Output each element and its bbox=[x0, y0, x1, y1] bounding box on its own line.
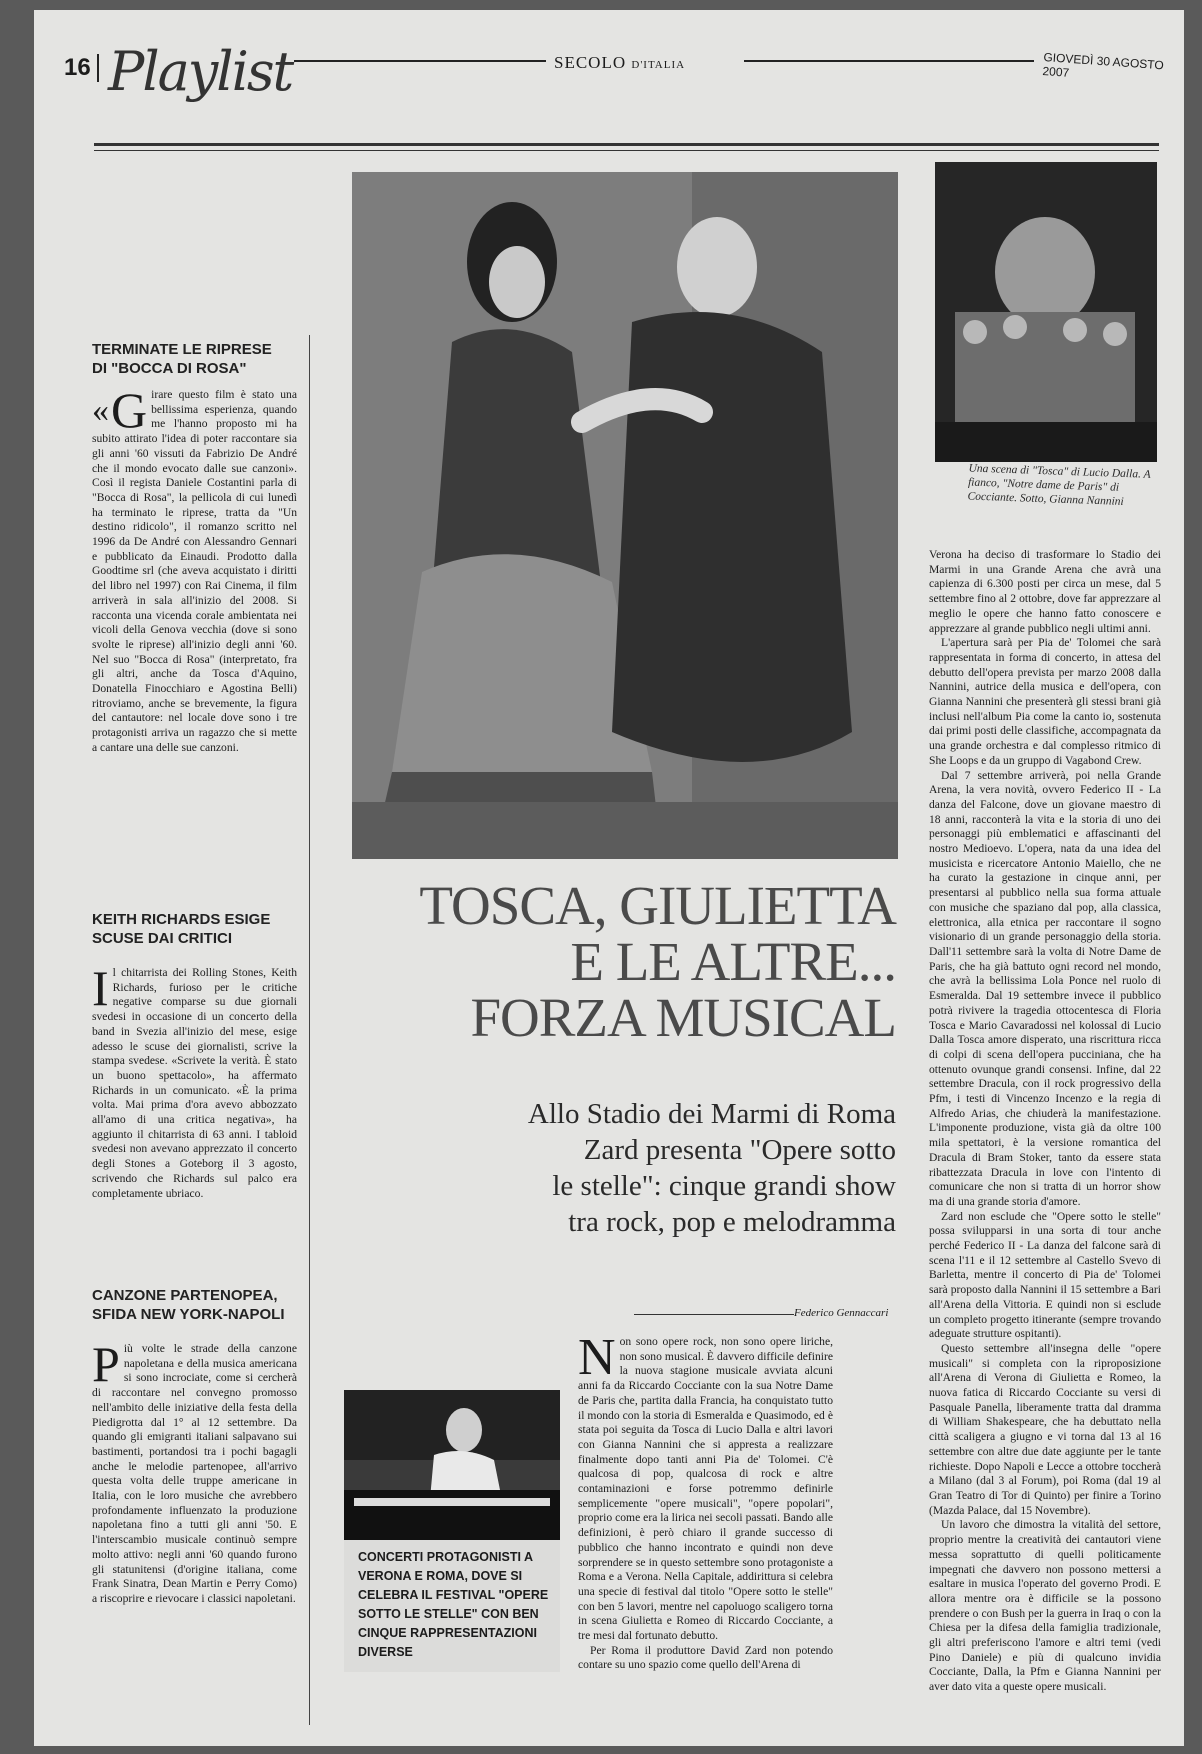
paper-name bbox=[554, 53, 685, 73]
photo-caption-top-right: Una scena di "Tosca" di Lucio Dalla. A fianco, "Notre dame de Paris" di Cocciante. Sotto, Gianna Nannini bbox=[967, 462, 1151, 508]
photo-caption-piano: CONCERTI PROTAGONISTI A VERONA E ROMA, DOVE SI CELEBRA IL FESTIVAL "OPERE SOTTO LE STELLE" CON BEN CINQUE RAPPRESENTAZIONI DIVERSE bbox=[344, 1540, 560, 1672]
headline-line-1: TOSCA, GIULIETTA bbox=[419, 875, 896, 936]
article-column-2: Verona ha deciso di trasformare lo Stadio dei Marmi in una Grande Arena che avrà una capienza di 6.300 posti per circa un mese, dal 5 settembre fino al 2 ottobre, dove far apprezzare al meglio le opere che hanno fatto conoscere e apprezzare al grande pubblico negli ultimi anni. L'apertura sarà per Pia de' Tolomei che sarà rappresentata in forma di concerto, in attesa del debutto dell'opera prevista per marzo 2008 dalla Nannini, autrice della musica e dell'opera, con Gianna Nannini che presenterà gli stessi brani già inclusi nell'album Pia come la canto io, sostenuta dai primi posti delle classifiche, accompagnata da una grande orchestra e dal complesso ritmico di She Loops e da un gruppo di Vagabond Crew. Dal 7 settembre arriverà, poi nella Grande Arena, la vera novità, ovvero Federico II - La danza del Falcone, dove un giovane maestro di 18 anni, racconterà la vita e la storia di uno dei personaggi più emblematici e affascinanti del nostro Medioevo. L'opera, nata da una idea del musicista e ricercatore Antonio Maiello, che ne ha curato la gestazione in cinque anni, per presentarsi al pubblico nella sua forma attuale con musiche che spaziano dal pop, alla classica, elettronica, alla etnica per raccontare il sogno visionario di un grande personaggio della storia. Dall'11 settembre sarà la volta di Notre Dame de Paris, che ha già battuto ogni record nel mondo, che avrà la bellissima Lola Ponce nel ruolo di Esmeralda. Dal 19 settembre invece il pubblico potrà rivivere la tragedia ottocentesca di Floria Tosca e Mario Cavaradossi nel kolossal di Lucio Dalla Tosca amore disperato, una riscrittura ricca di colpi di scena dell'opera pucciniana, che ha ottenuto ovunque grandi consensi. Infine, dal 22 settembre Dracula, con il rock progressivo della Pfm, i testi di Vincenzo Incenzo e la regia di Alfredo Arias, che chiuderà la manifestazione. L'imponente produzione, vista già da oltre 100 mila spettatori, è la versione romantica del Dracula di Bram Stoker, tanto da essere stata ribattezzata Dracula in love con l'intento di comunicare che non si tratta di un horror show ma di una grande storia d'amore. Zard non esclude che "Opere sotto le stelle" possa svilupparsi in una sorta di tour anche perché Federico II - La danza del falcone sarà di scena l'11 e il 12 settembre al Castello Svevo di Barletta, mentre il concerto di Pia de' Tolomei sarà proposto dalla Nannini il 15 settembre a Bari all'Arena della Vittoria. E quindi non si esclude un completo progetto itinerante (sempre trovando adeguate strutture ospitanti). Questo settembre all'insegna delle "opere musicali" si completa con la riproposizione all'Arena di Verona di Giulietta e Romeo, la nuova fatica di Riccardo Cocciante su versi di Pasquale Panella, liberamente tratta dal dramma di William Shakespeare, che ha debuttato nella città scaligera a giugno e vi torna dal 13 al 16 settembre con altre due date aggiunte per le tante richieste. Dopo Napoli e Lecce a ottobre toccherà a Milano (dal 3 al Forum), poi Roma (dal 19 al Gran Teatro di Tor di Quinto) per finire a Torino (Mazda Palace, dal 15 Novembre). Un lavoro che dimostra la vitalità del settore, proprio mentre la creatività dei cantautori viene messa soprattutto di quelli politicamente impegnati che davvero non possono mettersi a esaltare in musica l'operato del governo Prodi. E allora mentre ora è difficile se la possono prendere o con Bush per la guerra in Iraq o con la Chiesa per la difesa della famiglia tradizionale, gli altri preferiscono l'amore e altri temi (vedi Pino Daniele) e più di qualcuno invidia Cocciante, Dalla, la Pfm e Gianna Nannini per aver dato vita a queste opere musicali. bbox=[929, 548, 1161, 1694]
section-logo: Playlist bbox=[108, 40, 293, 103]
page-number: 16 bbox=[64, 54, 99, 82]
photo-gianna-nannini bbox=[344, 1390, 560, 1540]
dropcap: P bbox=[92, 1336, 120, 1392]
photo-illustration bbox=[935, 162, 1157, 462]
byline: Federico Gennaccari bbox=[794, 1307, 889, 1319]
sidebar-heading-bocca-di-rosa: TERMINATE LE RIPRESE DI "BOCCA DI ROSA" bbox=[92, 341, 272, 377]
sidebar-story-canzone-partenopea: P iù volte le strade della canzone napoletana e della musica americana si sono incrociate, come si cercherà di raccontare nel convegno promosso nell'ambito delle iniziative della festa della Piedigrotta dal 1° al 12 settembre. Da quando gli emigranti italiani salpavano sui bastimenti, portandosi tra i pochi bagagli anche le melodie partenopee, all'arrivo questa volta delle truppe americane in Italia, con le loro musiche che avrebbero profondamente influenzato la produzione napoletana fino a tutti gli anni '50. E l'interscambio musicale continuò sempre molto attivo: negli anni '60 quando furono gli statunitensi (d'origine italiana, come Frank Sinatra, Dean Martin e Perry Como) a riscoprire e rievocare i classici napoletani. bbox=[92, 1336, 297, 1605]
photo-notre-dame-de-paris bbox=[935, 162, 1157, 462]
photo-illustration bbox=[344, 1390, 560, 1540]
header-rule bbox=[94, 143, 1159, 146]
masthead-rule-left bbox=[294, 60, 546, 62]
sidebar-story-bocca-di-rosa: « G irare questo film è stato una bellissima esperienza, quando me l'hanno proposto mi ha subito attirato l'idea di poter raccontare sia gli anni '60 vissuti da Fabrizio De André che il mondo evocato dalle sue canzoni». Così il regista Daniele Costantini parla di "Bocca di Rosa", la pellicola di cui lunedì ha terminato le riprese, tratta da "Un destino ridicolo", il romanzo scritto nel 1996 da De André con Alessandro Gennari e pubblicato da Einaudi. Prodotto dalla Goodtime srl (che aveva acquistato i diritti del libro nel 1997) con Rai Cinema, il film arriverà in sala all'inizio del 2008. Si racconta una vicenda corale ambientata nei vicoli della Genova vecchia (dove si sono svolte le riprese) all'inizio degli anni '60. Nel suo "Bocca di Rosa" (interpretato, fra gli altri, anche da Tosca d'Aquino, Donatella Finocchiaro e Agostina Belli) ritroviamo, anche se brevemente, la figura del cantautore: nel locale dove sono i tre protagonisti arriva un ragazzo che si mette a cantare una delle sue canzoni. bbox=[92, 382, 297, 754]
dropcap: G bbox=[111, 382, 148, 438]
dropcap: I bbox=[92, 960, 109, 1016]
headline-line-2: E LE ALTRE... bbox=[570, 931, 896, 992]
article-column-1: N on sono opere rock, non sono opere liriche, non sono musical. È davvero difficile definire la nuova stagione musicale avviata alcuni anni fa da Riccardo Cocciante con la sua Notre Dame de Paris che, partita dalla Francia, ha conquistato tutto il mondo con la storia di Esmeralda e Quasimodo, ed è stata poi seguita da Tosca di Lucio Dalla e altri lavori con Gianna Nannini che si appresta a realizzare finalmente dopo tanti anni Pia de' Tolomei. C'è qualcosa di pop, qualcosa di rock e altre contaminazioni e forse potremmo definirle semplicemente "opere musicali", "opere popolari", proprio come era la lirica nei secoli passati. Bando alle definizioni, è però chiaro il grande successo di pubblico che hanno incontrato e quindi non deve sorprendere se in questo settembre sono protagoniste a Roma e a Verona. Nella Capitale, addirittura si celebra una specie di festival dal titolo "Opere sotto le stelle" con ben 5 lavori, mentre nel capoluogo scaligero torna in scena Giulietta e Romeo di Riccardo Cocciante, a tre mesi dal fortunato debutto. Per Roma il produttore David Zard non potendo contare su uno spazio come quello dell'Arena di bbox=[578, 1329, 833, 1672]
sidebar-heading-canzone-partenopea: CANZONE PARTENOPEA, SFIDA NEW YORK-NAPOLI bbox=[92, 1287, 285, 1323]
sidebar-heading-keith-richards: KEITH RICHARDS ESIGE SCUSE DAI CRITICI bbox=[92, 911, 271, 947]
photo-illustration bbox=[352, 172, 898, 859]
paper-name-sub: D'ITALIA bbox=[631, 59, 686, 71]
sidebar-story-keith-richards: I l chitarrista dei Rolling Stones, Keith Richards, furioso per le critiche negative comparse su due giornali svedesi in occasione di un concerto della band in Svezia all'inizio del mese, esige adesso le scuse dei giornalisti, scrive la stampa svedese. «Scrivete la verità. È stato un buono spettacolo», ha affermato Richards in un comunicato. «È la prima volta. Mai prima d'ora avevo abbozzato all'amo di una critica negativa», ha aggiunto il chitarrista di 63 anni. I tabloid svedesi non avevano apprezzato il concerto degli Stones a Goteborg il 3 agosto, scrivendo che Richards sul palco era completamente ubriaco. bbox=[92, 960, 297, 1200]
photo-tosca-scene bbox=[352, 172, 898, 859]
article-dropcap: N bbox=[578, 1329, 616, 1386]
byline-rule bbox=[634, 1314, 794, 1315]
paper-name-main: SECOLO bbox=[554, 53, 627, 72]
masthead-rule-right bbox=[744, 60, 1034, 62]
column-divider bbox=[309, 335, 310, 1725]
headline-line-3: FORZA MUSICAL bbox=[470, 987, 896, 1048]
header-rule-thin bbox=[94, 150, 1159, 151]
issue-date: GIOVEDÌ 30 AGOSTO 2007 bbox=[1042, 50, 1165, 80]
newspaper-page bbox=[34, 10, 1184, 1746]
subheadline: Allo Stadio dei Marmi di Roma Zard presenta "Opere sotto le stelle": cinque grandi show tra rock, pop e melodramma bbox=[527, 1098, 896, 1238]
headline bbox=[374, 875, 896, 1048]
